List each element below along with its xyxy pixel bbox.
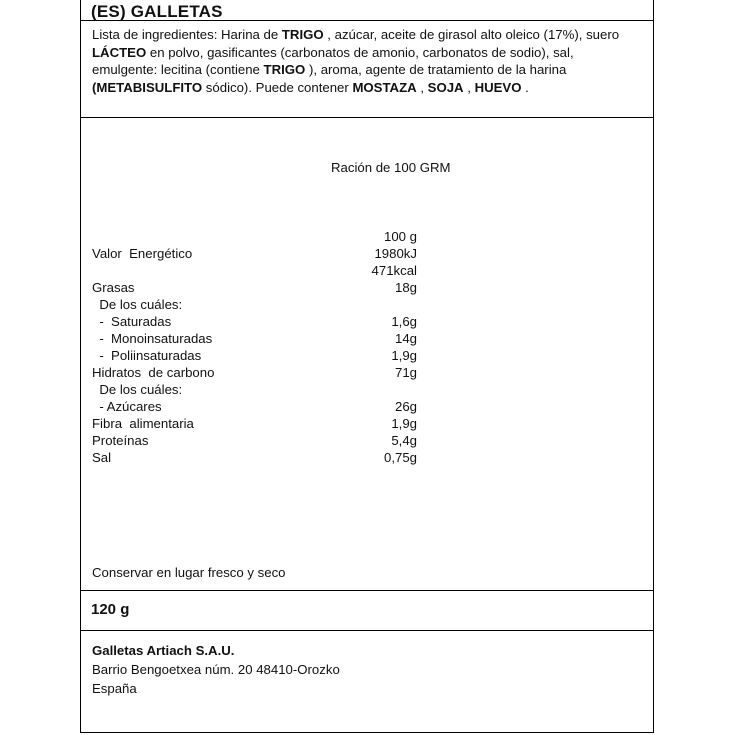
nutrient-value: 1,6g xyxy=(391,314,417,329)
storage-instructions: Conservar en lugar fresco y seco xyxy=(92,565,286,580)
nutrition-column-header: 100 g xyxy=(383,229,417,244)
company-address: Barrio Bengoetxea núm. 20 48410-Orozko xyxy=(92,662,340,677)
nutrient-label: - Monoinsaturadas xyxy=(92,331,213,346)
product-title: (ES) GALLETAS xyxy=(91,2,223,21)
storage-divider xyxy=(80,590,654,591)
nutrient-value: 471kcal xyxy=(371,263,417,278)
nutrient-label: Valor Energético xyxy=(92,246,193,261)
company-name: Galletas Artiach S.A.U. xyxy=(92,643,235,658)
company-country: España xyxy=(92,681,137,696)
ingredient-text: , azúcar, aceite de girasol alto oleico (17%), suero xyxy=(323,27,620,42)
nutrient-label: - Saturadas xyxy=(92,314,172,329)
ingredient-text: en polvo, gasificantes (carbonatos de amonio, carbonatos de sodio), sal, emulgente: lecitina (contiene xyxy=(92,44,574,77)
nutrient-label: De los cuáles: xyxy=(92,382,183,397)
nutrient-label: - Azúcares xyxy=(92,399,162,414)
nutrient-value: 1,9g xyxy=(391,416,417,431)
allergen-text: MOSTAZA xyxy=(352,79,417,95)
ingredient-text: , xyxy=(463,79,475,95)
nutrient-label: De los cuáles: xyxy=(92,297,183,312)
ingredient-text: Lista de ingredientes: Harina de xyxy=(92,27,282,42)
nutrient-value: 14g xyxy=(394,331,417,346)
nutrient-value: 0,75g xyxy=(383,450,417,465)
ingredient-text: . xyxy=(521,79,529,95)
ingredients-divider xyxy=(80,117,654,118)
nutrient-value: 18g xyxy=(394,280,417,295)
nutrient-value: 5,4g xyxy=(391,433,417,448)
nutrient-value: 1980kJ xyxy=(374,246,417,261)
nutrient-label: - Poliinsaturadas xyxy=(92,348,202,363)
allergen-text: TRIGO xyxy=(263,62,306,77)
nutrient-value: 1,9g xyxy=(391,348,417,363)
allergen-text: LÁCTEO xyxy=(92,44,147,60)
nutrient-label: Proteínas xyxy=(92,433,149,448)
ingredient-text: , xyxy=(416,79,428,95)
ingredients-list xyxy=(92,26,632,96)
nutrient-label: Fibra alimentaria xyxy=(92,416,194,431)
weight-divider xyxy=(80,630,654,631)
nutrient-value: 71g xyxy=(394,365,417,380)
allergen-text: HUEVO xyxy=(474,79,522,95)
allergen-text: (METABISULFITO xyxy=(92,79,203,95)
allergen-text: TRIGO xyxy=(281,27,324,42)
allergen-text: SOJA xyxy=(427,79,464,95)
nutrient-label: Hidratos de carbono xyxy=(92,365,215,380)
ration-label: Ración de 100 GRM xyxy=(331,160,451,175)
ingredient-text: sódico). Puede contener xyxy=(202,79,353,95)
nutrient-label: Sal xyxy=(92,450,112,465)
nutrient-label: Grasas xyxy=(92,280,135,295)
net-weight: 120 g xyxy=(91,601,130,618)
ingredient-text: ), aroma, agente de tratamiento de la harina xyxy=(305,62,567,77)
nutrient-value: 26g xyxy=(394,399,417,414)
